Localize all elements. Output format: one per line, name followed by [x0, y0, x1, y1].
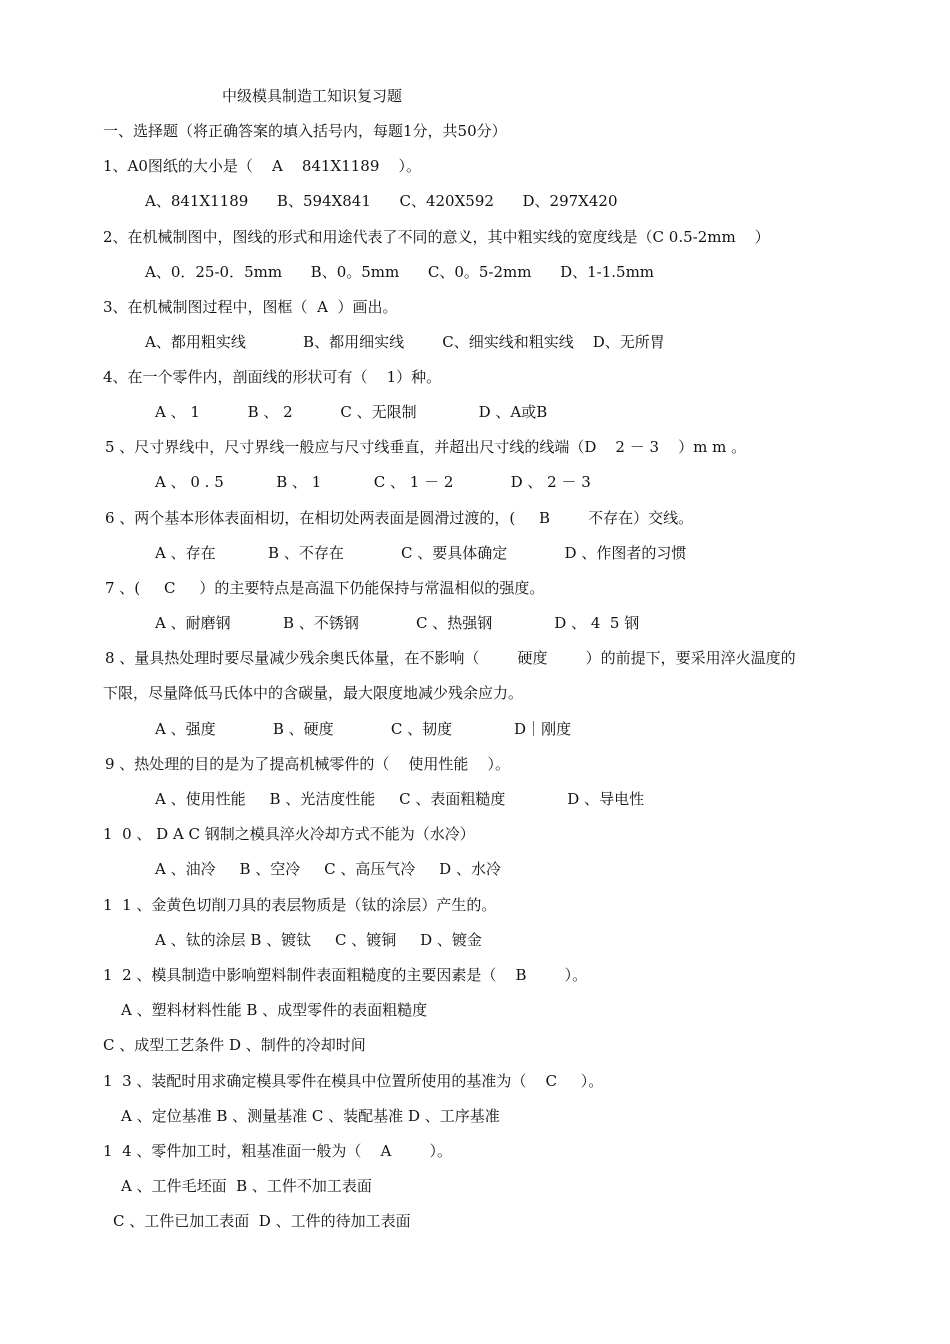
- options-1: A、841X1189 B、594X841 C、420X592 D、297X420: [145, 192, 618, 210]
- options-10: A 、油冷 B 、空冷 C 、高压气冷 D 、水冷: [155, 860, 501, 878]
- question-13: 1 3 、装配时用求确定模具零件在模具中位置所使用的基准为（ C ）。: [103, 1072, 604, 1090]
- options-11: A 、钛的涂层 B 、镀钛 C 、镀铜 D 、镀金: [155, 931, 482, 949]
- document-title: 中级模具制造工知识复习题: [222, 87, 403, 105]
- options-5: A 、 0 . 5 B 、 1 C 、 1 － 2 D 、 2 － 3: [155, 473, 591, 491]
- options-8: A 、强度 B 、硬度 C 、韧度 D｜刚度: [155, 720, 572, 738]
- options-2: A、0．25-0．5mm B、0。5mm C、0。5-2mm D、1-1.5mm: [145, 263, 655, 281]
- question-8-continued: 下限，尽量降低马氏体中的含碳量，最大限度地减少残余应力。: [103, 684, 524, 702]
- options-6: A 、存在 B 、不存在 C 、要具体确定 D 、作图者的习惯: [155, 544, 687, 562]
- question-10: 1 0 、 D A C 钢制之模具淬火冷却方式不能为（水冷）: [103, 825, 475, 843]
- question-3: 3、在机械制图过程中，图框（ A ）画出。: [103, 298, 398, 316]
- options-3: A、都用粗实线 B、都用细实线 C、细实线和粗实线 D、无所胃: [145, 333, 665, 351]
- question-7: 7 、( C ）的主要特点是高温下仍能保持与常温相似的强度。: [105, 579, 545, 597]
- options-9: A 、使用性能 B 、光洁度性能 C 、表面粗糙度 D 、导电性: [155, 790, 645, 808]
- options-7: A 、耐磨钢 B 、不锈钢 C 、热强钢 D 、 4 5 钢: [155, 614, 640, 632]
- options-4: A 、 1 B 、 2 C 、无限制 D 、A或B: [155, 403, 548, 421]
- options-14-c-d: C 、工件已加工表面 D 、工件的待加工表面: [113, 1212, 411, 1230]
- options-12-c-d: C 、成型工艺条件 D 、制件的冷却时间: [103, 1036, 366, 1054]
- question-1: 1、A0图纸的大小是（ A 841X1189 ）。: [103, 157, 421, 175]
- question-5: 5 、尺寸界线中，尺寸界线一般应与尺寸线垂直，并超出尺寸线的线端（D 2 － 3 ）m m 。: [105, 438, 747, 456]
- question-2: 2、在机械制图中，图线的形式和用途代表了不同的意义，其中粗实线的宽度线是（C 0.5-2mm ）: [103, 228, 770, 246]
- question-6: 6 、两个基本形体表面相切，在相切处两表面是圆滑过渡的，( B 不存在）交线。: [105, 509, 694, 527]
- question-8: 8 、量具热处理时要尽量减少残余奥氏体量，在不影响（ 硬度 ）的前提下，要采用淬火温度的: [105, 649, 796, 667]
- question-4: 4、在一个零件内，剖面线的形状可有（ 1）种。: [103, 368, 442, 386]
- question-11: 1 1 、金黄色切削刀具的表层物质是（钛的涂层）产生的。: [103, 896, 497, 914]
- question-14: 1 4 、零件加工时，粗基准面一般为（ A ）。: [103, 1142, 452, 1160]
- question-9: 9 、热处理的目的是为了提高机械零件的（ 使用性能 ）。: [105, 755, 510, 773]
- options-14-a-b: A 、工件毛坯面 B 、工件不加工表面: [121, 1177, 372, 1195]
- section-heading: 一、选择题（将正确答案的填入括号内，每题1分，共50分）: [103, 122, 507, 140]
- options-13: A 、定位基准 B 、测量基准 C 、装配基准 D 、工序基准: [121, 1107, 500, 1125]
- options-12-a-b: A 、塑料材料性能 B 、成型零件的表面粗糙度: [121, 1001, 428, 1019]
- question-12: 1 2 、模具制造中影响塑料制件表面粗糙度的主要因素是（ B ）。: [103, 966, 588, 984]
